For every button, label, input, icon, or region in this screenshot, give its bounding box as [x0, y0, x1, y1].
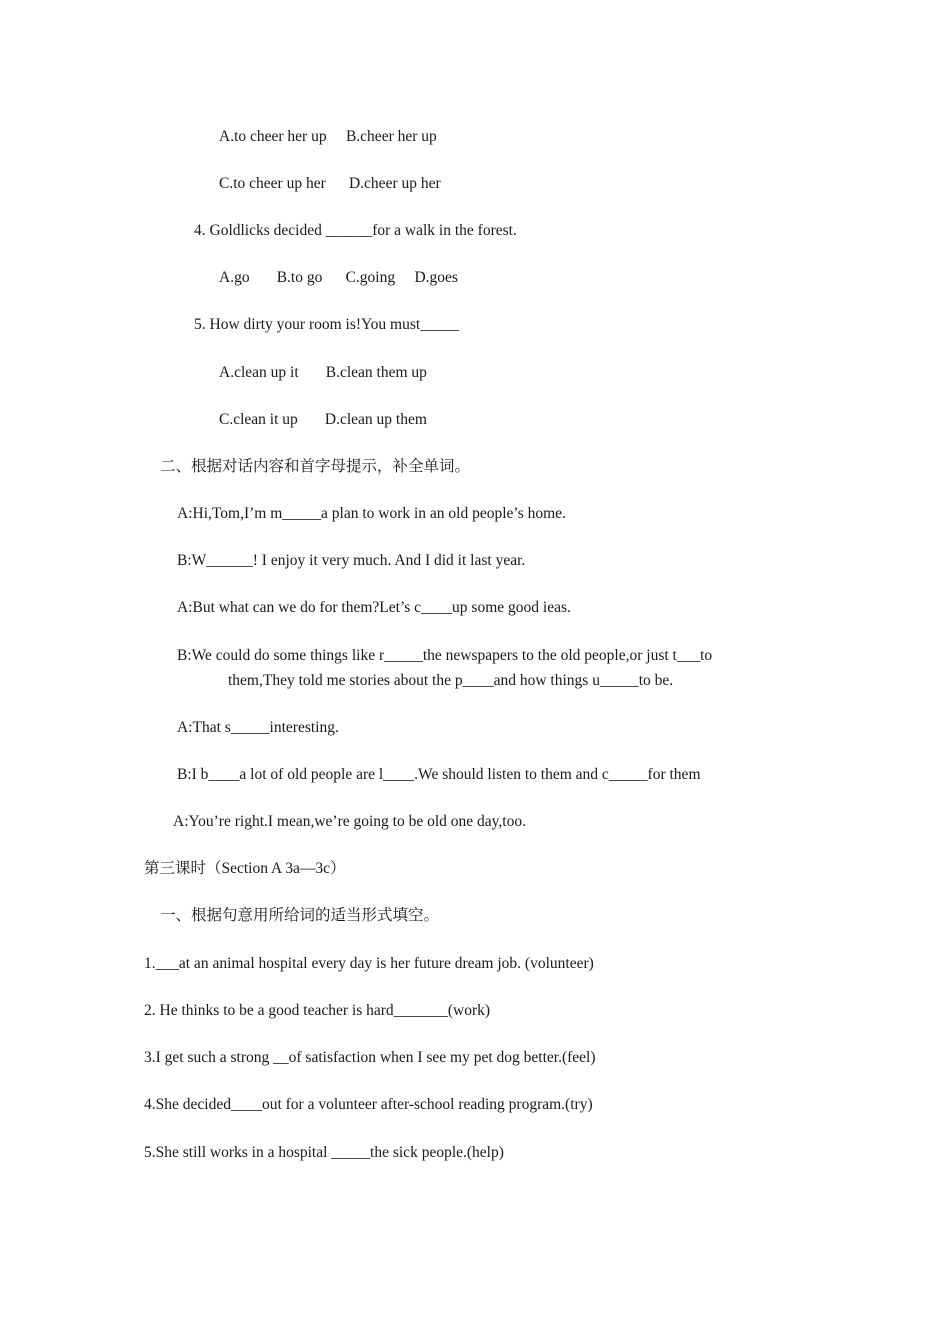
dialogue-line-continued: them,They told me stories about the p____and how things u_____to be.	[228, 672, 674, 689]
dialogue-line: A:But what can we do for them?Let’s c____up some good ieas.	[177, 599, 571, 616]
dialogue-line: B:We could do some things like r_____the newspapers to the old people,or just t___to	[177, 647, 713, 664]
q5-options-ab: A.clean up it B.clean them up	[219, 364, 427, 381]
section-2-heading: 二、根据对话内容和首字母提示，补全单词。	[160, 458, 471, 475]
dialogue-line: B:W______! I enjoy it very much. And I did it last year.	[177, 552, 526, 569]
dialogue-line: A:Hi,Tom,I’m m_____a plan to work in an old people’s home.	[177, 505, 566, 522]
dialogue-line: A:That s_____interesting.	[177, 719, 339, 736]
fill-in-item: 1.___at an animal hospital every day is her future dream job. (volunteer)	[144, 955, 594, 972]
q3-options-ab: A.to cheer her up B.cheer her up	[219, 128, 437, 145]
question-4: 4. Goldlicks decided ______for a walk in the forest.	[194, 222, 517, 239]
q4-options: A.go B.to go C.going D.goes	[219, 269, 458, 286]
q5-options-cd: C.clean it up D.clean up them	[219, 411, 427, 428]
fill-in-item: 2. He thinks to be a good teacher is hard_______(work)	[144, 1002, 491, 1019]
lesson-3-title: 第三课时（Section A 3a—3c）	[144, 860, 346, 877]
fill-in-item: 4.She decided____out for a volunteer after-school reading program.(try)	[144, 1096, 593, 1113]
section-1-heading: 一、根据句意用所给词的适当形式填空。	[160, 907, 440, 924]
dialogue-line: B:I b____a lot of old people are l____.We should listen to them and c_____for them	[177, 766, 701, 783]
fill-in-item: 5.She still works in a hospital _____the sick people.(help)	[144, 1144, 504, 1161]
q3-options-cd: C.to cheer up her D.cheer up her	[219, 175, 441, 192]
fill-in-item: 3.I get such a strong __of satisfaction when I see my pet dog better.(feel)	[144, 1049, 596, 1066]
question-5: 5. How dirty your room is!You must_____	[194, 316, 459, 333]
dialogue-line: A:You’re right.I mean,we’re going to be old one day,too.	[173, 813, 526, 830]
